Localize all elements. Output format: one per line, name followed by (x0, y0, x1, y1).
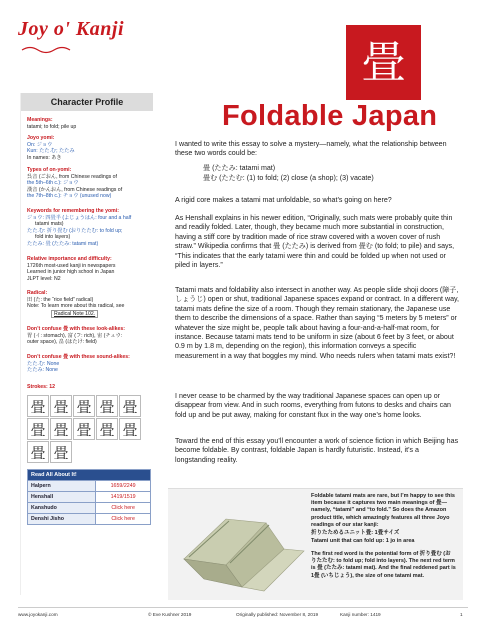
stroke-cell: 畳 (27, 418, 49, 440)
keywords-section (27, 208, 151, 248)
feature-caption-2: The first red word is the potential form of 折り畳む (おりたたむ: to fold up; fold into layers). The next red term is 畳 (たたみ: tatami mat). And the final reddened part is 1畳 (いちじょう), the size of one tatami mat. (311, 551, 456, 579)
character-profile-sidebar (20, 93, 152, 595)
meanings-section (27, 117, 151, 130)
word-line-1: 畳 (たたみ: tatami mat) (203, 164, 276, 172)
page-title: Foldable Japan (222, 100, 438, 132)
keyword-line-4: fold into layers) (35, 234, 71, 241)
paragraph-5: I never cease to be charmed by the way traditional Japanese spaces can open up or disappear from view. And in such rooms, everything from futons to desks and chairs can fold up and be put away, making for constant flux in the way one’s home looks. (175, 392, 452, 419)
feature-caption-1: Foldable tatami mats are rare, but I’m happy to see this item because it captures two main meanings of 畳—namely, “tatami” and “to fold.” So does the Amazon product title, which amazingly features all three Joyo readings of our star kanji: (311, 493, 455, 528)
sound-alikes-line-2: たたみ: None (27, 367, 58, 374)
keyword-line-1: ジョウ: 四畳半 (よじょうはん: four and a half (27, 214, 132, 221)
intro-paragraph: I wanted to write this essay to solve a mystery—namely, what the relationship between these two words could be: (175, 140, 447, 158)
stroke-cell: 畳 (50, 395, 72, 417)
paragraph-2: A rigid core makes a tatami mat unfoldable, so what’s going on here? (175, 196, 392, 204)
table-row (28, 481, 151, 492)
ref-value: 1419/1519 (96, 492, 151, 503)
kanji-badge: 畳 (346, 25, 421, 100)
stroke-cell: 畳 (73, 418, 95, 440)
meanings-text: tatami; to fold; pile up (27, 123, 77, 130)
radical-line-1: 田 (た: the “rice field” radical) (27, 296, 94, 303)
stroke-cell: 畳 (119, 418, 141, 440)
strokes-section (27, 384, 151, 391)
keywords-heading: Keywords for remembering the yomi: (27, 208, 119, 214)
ref-label: Henshall (28, 492, 96, 503)
types-section (27, 167, 151, 200)
radical-heading: Radical: (27, 290, 48, 296)
kanshudo-link[interactable]: Click here (96, 503, 151, 514)
stroke-cell: 畳 (27, 395, 49, 417)
stroke-cell: 畳 (50, 418, 72, 440)
types-line-2: the 5th–6th c.): ジョウ (27, 180, 79, 187)
keyword-line-5: たたみ: 畳 (たたみ: tatami mat) (27, 240, 99, 247)
radical-line-2: Note: To learn more about this radical, see (27, 303, 125, 310)
table-row (28, 503, 151, 514)
footer-site-link[interactable]: www.joyokanji.com (18, 612, 58, 617)
stroke-cell: 畳 (119, 395, 141, 417)
importance-heading: Relative importance and difficulty: (27, 256, 112, 262)
footer-copyright: © Eve Kushner 2019 (148, 612, 192, 617)
table-row (28, 514, 151, 525)
feature-product-translation: Tatami unit that can fold up: 1 jo in area (311, 538, 415, 544)
feature-product-title: 折りたためるユニット畳: 1畳サイズ (311, 530, 400, 536)
ref-label: Denshi Jisho (28, 514, 96, 525)
brand-logo[interactable]: Joy o' Kanji (18, 18, 125, 40)
read-all-heading: Read All About It! (28, 470, 151, 481)
kun-yomi: Kun: たた.む; たたみ (27, 148, 75, 155)
types-line-1: 呉音 (ごおん, from Chinese readings of (27, 173, 117, 180)
radical-note-link[interactable]: Radical Note 102. (51, 310, 98, 319)
paragraph-6: Toward the end of this essay you’ll encounter a work of science fiction in which Beijing has become foldable. By contrast, foldable Japan is hardly futuristic. Instead, it’s a longstanding reality. (175, 437, 459, 464)
table-row (28, 492, 151, 503)
stroke-cell: 畳 (50, 441, 72, 463)
stroke-order-grid (27, 395, 147, 464)
denshi-jisho-link[interactable]: Click here (96, 514, 151, 525)
paragraph-3: As Henshall explains in his newer edition, “Originally, such mats were probably quite thin and readily folded. Later, though, they became much more substantial in construction, having a stiff core by tradition made of rice straw covered with a woven cover of rush straw.” Wikipedia confirms that 畳 (たたみ) is derived from 畳む (to fold; to pile) and says, “This indicates that the early tatami were thin and could be folded up when not used or piled in layers.” (175, 214, 455, 270)
sound-alikes-line-1: たた.む: None (27, 360, 60, 367)
word-line-2: 畳む (たたむ: (1) to fold; (2) close (a shop); (3) vacate) (203, 174, 374, 182)
footer (18, 607, 468, 617)
on-yomi: On: ジョウ (27, 141, 53, 148)
footer-published: Originally published: November 8, 2019 (236, 612, 319, 617)
types-line-3: 漢音 (かんおん, from Chinese readings of (27, 186, 123, 193)
stroke-cell: 畳 (96, 418, 118, 440)
profile-title: Character Profile (21, 93, 153, 111)
importance-line-3: JLPT level: N2 (27, 275, 61, 282)
look-alikes-heading: Don’t confuse 畳 with these look-alikes: (27, 326, 126, 332)
importance-line-2: Learned in junior high school in Japan (27, 269, 115, 276)
keyword-line-3: たた.む: 折り畳む (おりたたむ: to fold up; (27, 227, 123, 234)
meanings-heading: Meanings: (27, 117, 53, 123)
look-alikes-section (27, 326, 151, 346)
radical-section (27, 290, 151, 318)
sound-alikes-section (27, 354, 151, 374)
yomi-section (27, 135, 151, 161)
types-line-4: the 7th–8th c.): チョウ (unused now) (27, 193, 112, 200)
brand-squiggle-icon (20, 44, 80, 54)
yomi-heading: Joyo yomi: (27, 135, 55, 141)
footer-kanji-number: Kanji number: 1419 (340, 612, 381, 617)
strokes-heading: Strokes: 12 (27, 384, 55, 390)
reference-table (27, 469, 151, 525)
ref-label: Kanshudo (28, 503, 96, 514)
keyword-line-2: tatami mats) (35, 221, 64, 228)
look-alikes-line-2: outer space), 畠 (はたけ: field) (27, 339, 97, 346)
ref-value: 1659/2249 (96, 481, 151, 492)
types-heading: Types of on-yomi: (27, 167, 72, 173)
look-alikes-line-1: 胃 (イ: stomach), 富 (フ: rich), 宙 (チュウ: (27, 332, 123, 339)
stroke-cell: 畳 (27, 441, 49, 463)
name-yomi: In names: あき (27, 154, 62, 161)
paragraph-4: Tatami mats and foldability also intersect in another way. As people slide shoji doors (障子, しょうじ) open or shut, traditional Japanese spaces expand or contract. In a different way, tatami mats define the size of a room. Though they remain stationary, the Japanese use them to describe the dimensions of a space. Rather than saying “5 meters by 5 meters” or whatever the size might be, people talk about having a four-and-a-half-mat room, for instance. Because tatami mats tend to be uniform in size (about 6 feet by 3 feet, or about 0.9 m by 1.8 m, depending on the region), this information conveys a specific measurement in a way that boggles my mind. Who needs rulers when tatami mats exist?! (175, 286, 460, 360)
folding-tatami-mat-image (174, 499, 314, 594)
importance-line-1: 1726th most-used kanji in newspapers (27, 262, 116, 269)
importance-section (27, 256, 151, 282)
footer-page-number: 1 (460, 612, 463, 617)
ref-label: Halpern (28, 481, 96, 492)
stroke-cell: 畳 (73, 395, 95, 417)
stroke-cell: 畳 (96, 395, 118, 417)
sound-alikes-heading: Don’t confuse 畳 with these sound-alikes: (27, 354, 130, 360)
